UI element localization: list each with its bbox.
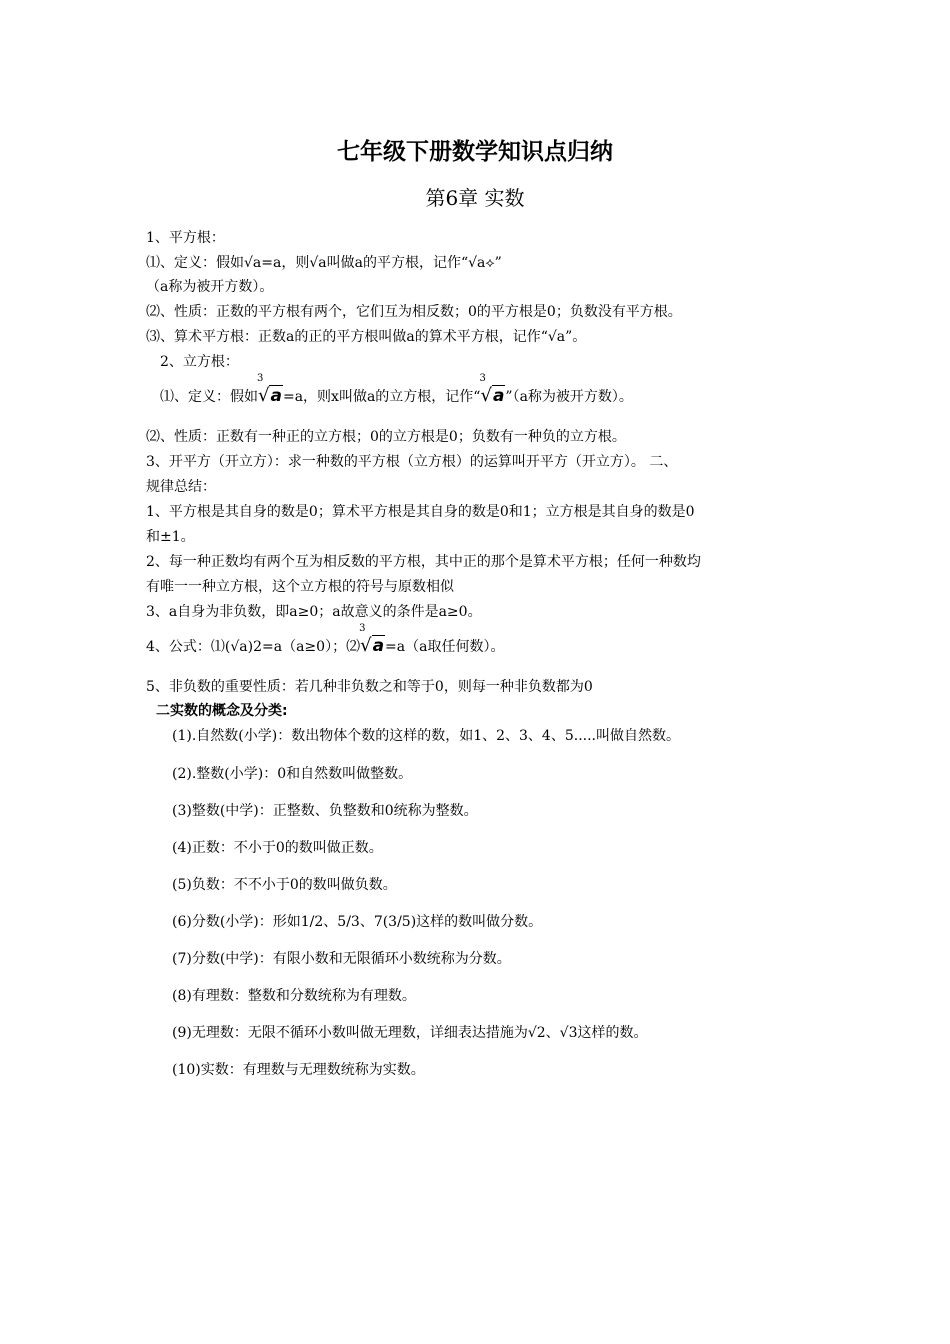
concept-positive-numbers: (4)正数：不小于0的数叫做正数。 [172, 840, 383, 856]
line-radicand-note: （a称为被开方数）。 [146, 279, 274, 295]
concept-rational-numbers: (8)有理数：整数和分数统称为有理数。 [172, 988, 416, 1004]
radical-sign-icon: √ [480, 385, 492, 406]
cube-root-symbol [479, 373, 505, 407]
radicand: a [372, 636, 385, 656]
line-cube-root-property: ⑵、性质：正数有一种正的立方根；0的立方根是0；负数有一种负的立方根。 [146, 429, 626, 445]
line-rules-heading: 规律总结： [146, 479, 216, 495]
line-rule-2: 2、每一种正数均有两个互为相反数的平方根，其中正的那个是算术平方根；任何一种数均 [146, 554, 701, 570]
cube-def-part2: =a，则x叫做a的立方根，记作“ [282, 389, 481, 405]
concept-fractions-secondary: (7)分数(中学)：有限小数和无限循环小数统称为分数。 [172, 951, 511, 967]
line-rule-1: 1、平方根是其自身的数是0；算术平方根是其自身的数是0和1；立方根是其自身的数是0 [146, 504, 695, 520]
radical-index: 3 [359, 623, 366, 634]
line-extraction: 3、开平方（开立方）：求一种数的平方根（立方根）的运算叫开平方（开立方）。 二、 [146, 454, 678, 470]
concept-integers-primary: (2).整数(小学)：0和自然数叫做整数。 [172, 766, 413, 782]
radical-sign-icon: √ [360, 635, 372, 656]
concept-irrational-numbers: (9)无理数：无限不循环小数叫做无理数，详细表达措施为√2、√3这样的数。 [172, 1025, 648, 1041]
line-arithmetic-square-root: ⑶、算术平方根：正数a的正的平方根叫做a的算术平方根，记作“√a”。 [146, 329, 587, 345]
cube-root-symbol [257, 373, 283, 407]
line-nonnegative-property: 5、非负数的重要性质：若几种非负数之和等于0，则每一种非负数都为0 [146, 679, 593, 695]
cube-root-symbol [359, 623, 385, 657]
line-rule-2-cont: 有唯一一种立方根，这个立方根的符号与原数相似 [146, 579, 454, 595]
concept-natural-numbers: (1).自然数(小学)：数出物体个数的这样的数，如1、2、3、4、5.....叫做自然数。 [172, 728, 680, 744]
formula-part1: 4、公式：⑴(√a)2=a（a≥0）；⑵ [146, 639, 361, 655]
page-title: 七年级下册数学知识点归纳 [337, 138, 613, 165]
line-square-root-definition: ⑴、定义：假如√a=a，则√a叫做a的平方根，记作“√a⟡” [146, 255, 502, 271]
radicand: a [270, 386, 282, 406]
radical-index: 3 [479, 373, 486, 384]
line-formula [146, 623, 505, 657]
line-square-root-property: ⑵、性质：正数的平方根有两个，它们互为相反数；0的平方根是0；负数没有平方根。 [146, 304, 682, 320]
concept-fractions-primary: (6)分数(小学)：形如1/2、5/3、7(3/5)这样的数叫做分数。 [172, 914, 543, 930]
concept-negative-numbers: (5)负数：不不小于0的数叫做负数。 [172, 877, 397, 893]
radical-sign-icon: √ [258, 385, 270, 406]
line-rule-3: 3、a自身为非负数，即a≥0；a故意义的条件是a≥0。 [146, 604, 482, 620]
line-cube-root-definition [160, 373, 633, 407]
section-heading-real-numbers: 二实数的概念及分类: [156, 703, 288, 719]
cube-def-part3: ”（a称为被开方数）。 [505, 389, 633, 405]
line-square-root-heading: 1、平方根： [146, 230, 225, 246]
line-rule-1-cont: 和±1。 [146, 529, 195, 545]
radical-index: 3 [257, 373, 264, 384]
concept-real-numbers: (10)实数：有理数与无理数统称为实数。 [172, 1062, 425, 1078]
concept-integers-secondary: (3)整数(中学)：正整数、负整数和0统称为整数。 [172, 803, 478, 819]
chapter-heading: 第6章 实数 [425, 186, 525, 210]
radicand: a [492, 386, 505, 406]
formula-part2: =a（a取任何数）。 [385, 639, 505, 655]
cube-def-part1: ⑴、定义：假如 [160, 389, 258, 405]
line-cube-root-heading: 2、立方根： [160, 354, 239, 370]
